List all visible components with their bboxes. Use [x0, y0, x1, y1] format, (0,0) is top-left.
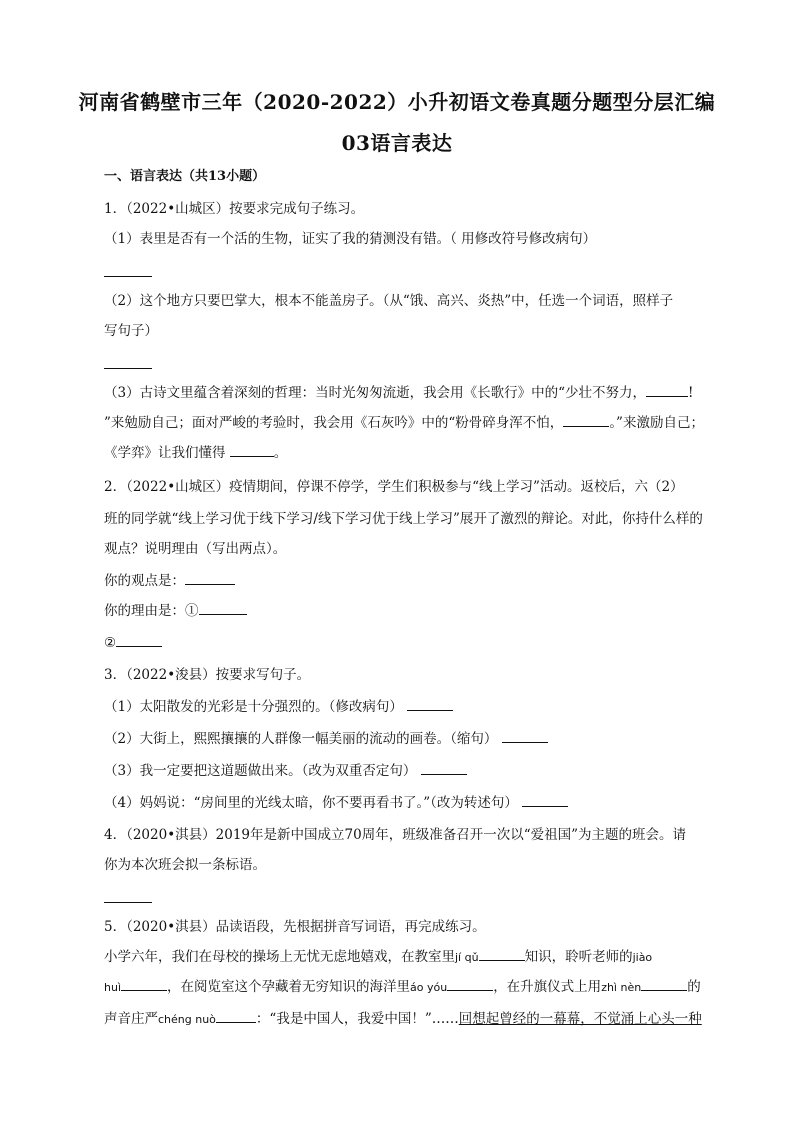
text: ：“我是中国人，我爱中国！”…… [255, 1011, 459, 1027]
question-2-line-2: 班的同学就“线上学习优于线下学习/线下学习优于线上学习”展开了激烈的辩论。对此，你持什么样的 [104, 511, 703, 527]
text: 声音庄严 [104, 1011, 158, 1027]
answer-blank[interactable] [479, 948, 525, 961]
text: （2）大街上，熙熙攘攘的人群像一幅美丽的流动的画卷。（缩句） [104, 731, 498, 747]
answer-blank[interactable] [199, 602, 247, 615]
question-1-part-2-cont: 写句子） [104, 323, 158, 339]
question-5-passage-line-2 [104, 978, 701, 997]
question-3-stem: 3．（2022•浚县）按要求写句子。 [104, 667, 311, 683]
answer-blank[interactable] [216, 1010, 256, 1023]
text: 《学弈》让我们懂得 [104, 445, 226, 461]
question-1-part-2: （2）这个地方只要巴掌大，根本不能盖房子。（从“饿、高兴、炎热”中，任选一个词语，照样子 [104, 293, 674, 309]
question-3-part-2 [104, 730, 548, 748]
text: 。 [273, 445, 288, 461]
answer-blank[interactable] [522, 794, 568, 807]
text: ”来勉励自己；面对严峻的考验时，我会用《石灰吟》中的“粉骨碎身浑不怕， [104, 415, 564, 431]
question-5-passage-line-1 [104, 948, 652, 967]
question-2-line-1: 2．（2022•山城区）疫情期间，停课不停学，学生们积极参与“线上学习”活动。返校后，六（2） [104, 479, 684, 495]
pinyin-prompt: jí qǔ [455, 951, 479, 964]
answer-blank[interactable] [502, 730, 548, 743]
question-1-part-3 [104, 384, 693, 402]
text: （1）太阳散发的光彩是十分强烈的。（修改病句） [104, 699, 403, 715]
text: 的 [687, 979, 701, 995]
document-subtitle: 03语言表达 [341, 131, 453, 155]
question-5-passage-line-3 [104, 1010, 702, 1029]
underlined-sentence: 回想起曾经的一幕幕，不觉涌上心头一种 [458, 1011, 702, 1027]
answer-blank[interactable] [104, 368, 152, 369]
pinyin-prompt: áo yóu [410, 981, 448, 994]
text: （3）我一定要把这道题做出来。（改为双重否定句） [104, 763, 417, 779]
text: 小学六年，我们在母校的操场上无忧无虑地嬉戏，在教室里 [104, 949, 455, 965]
answer-blank[interactable] [104, 276, 152, 277]
text: （3）古诗文里蕴含着深刻的哲理：当时光匆匆流逝，我会用《长歌行》中的“少壮不努力， [104, 385, 646, 401]
question-2-reason-1 [104, 602, 247, 620]
text: ，在阅览室这个孕藏着无穷知识的海洋里 [167, 979, 410, 995]
answer-blank[interactable] [641, 978, 687, 991]
document-title: 河南省鹤壁市三年（2020-2022）小升初语文卷真题分题型分层汇编 [78, 90, 716, 114]
question-3-part-1 [104, 698, 453, 716]
pinyin-prompt: huì [104, 981, 121, 994]
text: 你的理由是：① [104, 603, 199, 619]
text: ② [104, 635, 117, 651]
answer-blank[interactable] [116, 634, 162, 647]
question-1-part-1: （1）表里是否有一个活的生物，证实了我的猜测没有错。（ 用修改符号修改病句） [104, 231, 597, 247]
text: 你的观点是： [104, 573, 185, 589]
answer-blank[interactable] [407, 698, 453, 711]
pinyin-prompt: jiào [632, 951, 653, 964]
question-4-line-1: 4．（2020•淇县）2019年是新中国成立70周年，班级准备召开一次以“爱祖国”为主题的班会。请 [104, 827, 686, 843]
question-5-stem: 5．（2020•淇县）品读语段，先根据拼音写词语，再完成练习。 [104, 919, 486, 935]
answer-blank[interactable] [230, 444, 274, 457]
question-1-stem: 1．（2022•山城区）按要求完成句子练习。 [104, 201, 365, 217]
answer-blank[interactable] [185, 572, 235, 585]
text: 知识，聆听老师的 [524, 949, 633, 965]
text: （4）妈妈说：“房间里的光线太暗，你不要再看书了。”（改为转述句） [104, 795, 518, 811]
text: ，在升旗仪式上用 [493, 979, 602, 995]
question-4-line-2: 你为本次班会拟一条标语。 [104, 857, 266, 873]
text: ! [688, 385, 694, 401]
answer-blank[interactable] [104, 902, 152, 903]
question-1-part-3-end [104, 444, 287, 462]
answer-blank[interactable] [121, 978, 167, 991]
question-2-reason-2 [104, 634, 162, 652]
section-heading: 一、语言表达（共13小题） [104, 169, 266, 184]
answer-blank[interactable] [646, 384, 688, 397]
question-3-part-3 [104, 762, 467, 780]
question-2-line-3: 观点？说明理由（写出两点）。 [104, 541, 287, 557]
answer-blank[interactable] [447, 978, 493, 991]
question-2-viewpoint [104, 572, 235, 590]
pinyin-prompt: chéng nuò [158, 1013, 216, 1026]
answer-blank[interactable] [421, 762, 467, 775]
question-3-part-4 [104, 794, 568, 812]
text: 。”来激励自己； [609, 415, 704, 431]
pinyin-prompt: zhì nèn [601, 981, 642, 994]
question-1-part-3-cont [104, 414, 704, 432]
answer-blank[interactable] [563, 414, 609, 427]
